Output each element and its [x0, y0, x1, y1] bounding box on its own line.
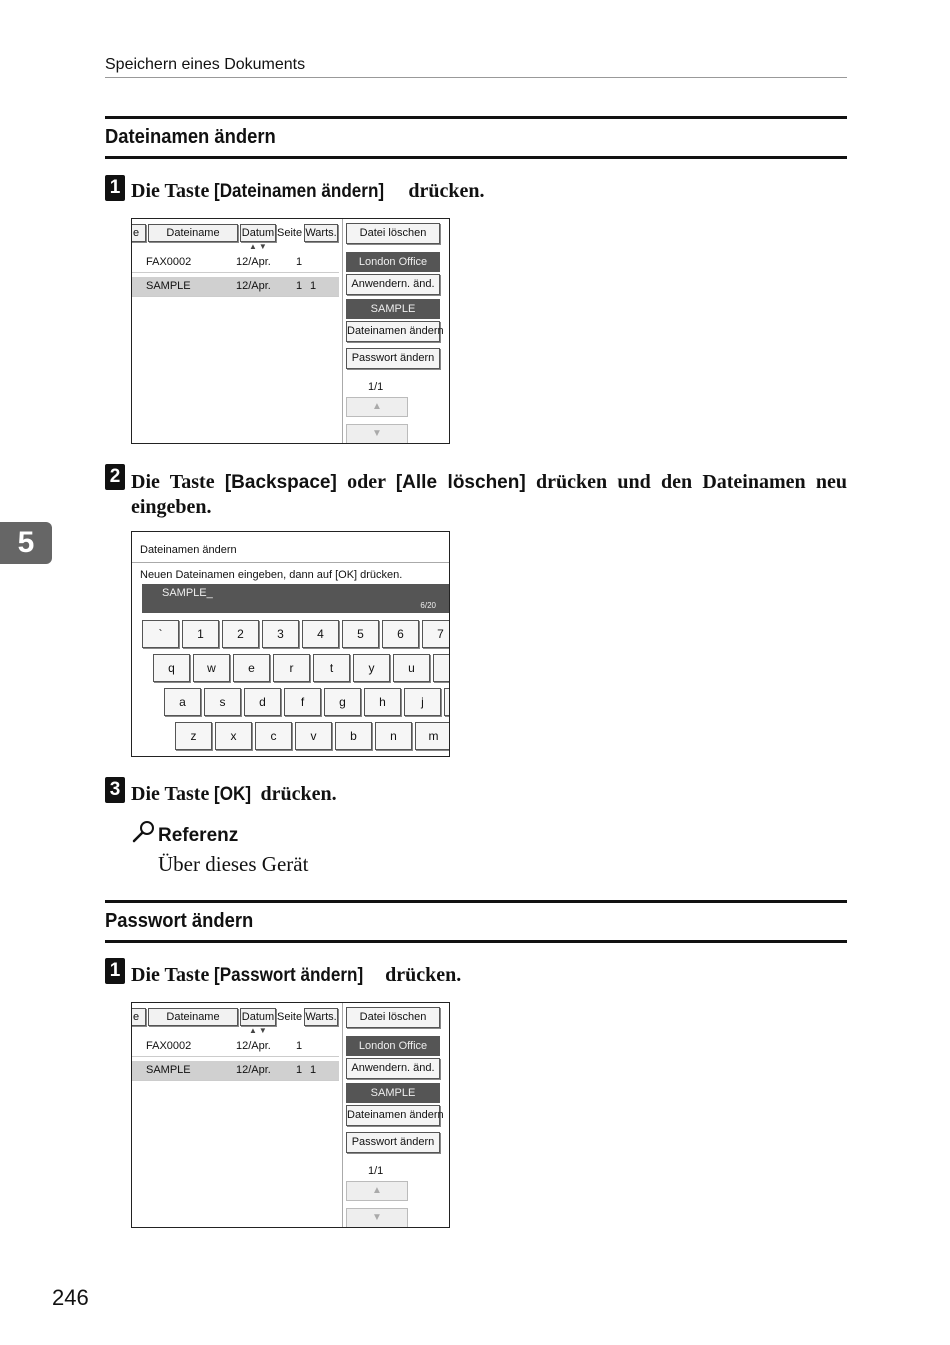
chapter-tab: 5 — [0, 522, 52, 564]
key[interactable]: 7 — [422, 620, 450, 648]
key[interactable]: n — [375, 722, 412, 750]
key[interactable]: g — [324, 688, 361, 716]
step-text-post: drücken und den Dateinamen neu eingeben. — [131, 471, 848, 518]
key[interactable]: 2 — [222, 620, 259, 648]
filename-input-value: SAMPLE_ — [162, 587, 213, 599]
section-title-rename: Dateinamen ändern — [105, 126, 276, 148]
key[interactable]: r — [273, 654, 310, 682]
scroll-down-button[interactable] — [346, 1208, 408, 1228]
document-list-panel — [132, 219, 343, 443]
section-rule-top — [105, 900, 847, 903]
row-date: 12/Apr. — [236, 1040, 271, 1052]
change-user-button[interactable]: Anwendern. änd. — [346, 274, 440, 295]
delete-file-button[interactable]: Datei löschen — [346, 223, 440, 244]
key[interactable]: s — [204, 688, 241, 716]
row-waiting: 1 — [310, 280, 317, 292]
key-name: [OK] — [214, 784, 252, 805]
key[interactable]: t — [313, 654, 350, 682]
row-filename: FAX0002 — [146, 256, 192, 268]
key-name: [Backspace] — [224, 472, 337, 493]
rename-file-button[interactable]: Dateinamen ändern — [346, 321, 440, 342]
change-password-button[interactable]: Passwort ändern — [346, 1132, 440, 1153]
row-filename: SAMPLE — [146, 1064, 191, 1076]
step-text-pre: Die Taste — [131, 471, 225, 493]
rename-keyboard-screen — [131, 531, 450, 757]
row-filename: FAX0002 — [146, 1040, 192, 1052]
step-badge: 3 — [105, 777, 125, 803]
column-header-date[interactable]: Datum — [240, 224, 276, 242]
file-name-label: SAMPLE — [346, 1083, 440, 1103]
column-header-partial[interactable]: e — [131, 1008, 146, 1026]
sort-arrows-icon: ▲▼ — [249, 1026, 269, 1035]
key[interactable]: w — [193, 654, 230, 682]
row-waiting: 1 — [310, 1064, 317, 1076]
row-pages: 1 — [296, 256, 303, 268]
key[interactable]: h — [364, 688, 401, 716]
column-header-filename[interactable]: Dateiname — [148, 224, 238, 242]
triangle-down-icon: ▼ — [372, 428, 382, 439]
delete-file-button[interactable]: Datei löschen — [346, 1007, 440, 1028]
triangle-down-icon: ▼ — [372, 1212, 382, 1223]
key[interactable]: f — [284, 688, 321, 716]
step-instruction — [131, 470, 847, 519]
dialog-instruction: Neuen Dateinamen eingeben, dann auf [OK] drücken. — [140, 569, 403, 581]
key[interactable]: v — [295, 722, 332, 750]
step-badge: 1 — [105, 175, 125, 201]
column-header-waiting[interactable]: Warts. — [304, 224, 338, 242]
row-date: 12/Apr. — [236, 256, 271, 268]
document-list-panel — [132, 1003, 343, 1227]
step-instruction — [131, 964, 461, 987]
row-date: 12/Apr. — [236, 280, 271, 292]
change-password-button[interactable]: Passwort ändern — [346, 348, 440, 369]
page-indicator: 1/1 — [368, 1165, 384, 1177]
row-pages: 1 — [296, 280, 303, 292]
step-text-mid: oder — [336, 471, 396, 493]
reference-title: Referenz — [158, 825, 239, 846]
key[interactable]: 3 — [262, 620, 299, 648]
column-header-page: Seite — [277, 227, 303, 239]
file-name-label: SAMPLE — [346, 299, 440, 319]
key[interactable]: y — [353, 654, 390, 682]
magnifier-icon — [131, 820, 157, 844]
running-header: Speichern eines Dokuments — [105, 56, 306, 73]
user-name-label: London Office — [346, 1036, 440, 1056]
step-text-post: drücken. — [403, 180, 485, 202]
key[interactable]: z — [175, 722, 212, 750]
row-pages: 1 — [296, 1064, 303, 1076]
key-name: [Alle löschen] — [395, 472, 526, 493]
key[interactable]: 6 — [382, 620, 419, 648]
rename-file-button[interactable]: Dateinamen ändern — [346, 1105, 440, 1126]
triangle-up-icon: ▲ — [372, 1185, 382, 1196]
step-text-pre: Die Taste — [131, 180, 215, 202]
step-text-pre: Die Taste — [131, 783, 215, 805]
triangle-up-icon: ▲ — [372, 401, 382, 412]
header-rule — [105, 77, 847, 78]
key[interactable]: j — [404, 688, 441, 716]
dialog-title: Dateinamen ändern — [140, 544, 237, 556]
row-pages: 1 — [296, 1040, 303, 1052]
step-text-post: drücken. — [380, 964, 462, 986]
step-text-pre: Die Taste — [131, 964, 215, 986]
row-date: 12/Apr. — [236, 1064, 271, 1076]
key[interactable]: m — [415, 722, 450, 750]
section-rule-bottom — [105, 940, 847, 943]
scroll-up-button[interactable] — [346, 1181, 408, 1201]
change-user-button[interactable]: Anwendern. änd. — [346, 1058, 440, 1079]
step-instruction — [131, 783, 337, 806]
step-text-post: drücken. — [255, 783, 337, 805]
key-name: [Passwort ändern] — [214, 965, 364, 986]
key[interactable] — [444, 688, 450, 716]
key[interactable] — [433, 654, 450, 682]
row-filename: SAMPLE — [146, 280, 191, 292]
dialog-title-rule — [132, 562, 450, 563]
filename-input[interactable] — [142, 584, 450, 613]
sort-arrows-icon: ▲▼ — [249, 242, 269, 251]
step-badge: 1 — [105, 958, 125, 984]
key[interactable]: q — [153, 654, 190, 682]
document-list-screen — [131, 218, 450, 444]
key[interactable]: 1 — [182, 620, 219, 648]
page-indicator: 1/1 — [368, 381, 384, 393]
table-row[interactable] — [132, 1037, 339, 1057]
scroll-down-button[interactable] — [346, 424, 408, 444]
reference-text: Über dieses Gerät — [158, 852, 309, 876]
column-header-page: Seite — [277, 1011, 303, 1023]
key[interactable]: a — [164, 688, 201, 716]
section-title-password: Passwort ändern — [105, 910, 254, 932]
column-header-date[interactable]: Datum — [240, 1008, 276, 1026]
column-header-partial[interactable]: e — [131, 224, 146, 242]
key[interactable]: 4 — [302, 620, 339, 648]
page-number: 246 — [52, 1285, 89, 1310]
column-header-filename[interactable]: Dateiname — [148, 1008, 238, 1026]
section-rule-bottom — [105, 156, 847, 159]
key[interactable]: x — [215, 722, 252, 750]
key[interactable]: c — [255, 722, 292, 750]
document-list-screen — [131, 1002, 450, 1228]
table-row-selected[interactable] — [132, 277, 339, 297]
scroll-up-button[interactable] — [346, 397, 408, 417]
character-counter: 6/20 — [420, 601, 436, 610]
user-name-label: London Office — [346, 252, 440, 272]
column-header-waiting[interactable]: Warts. — [304, 1008, 338, 1026]
key[interactable]: d — [244, 688, 281, 716]
table-row[interactable] — [132, 253, 339, 273]
key[interactable]: e — [233, 654, 270, 682]
key[interactable]: b — [335, 722, 372, 750]
step-badge: 2 — [105, 464, 125, 490]
table-row-selected[interactable] — [132, 1061, 339, 1081]
key[interactable]: ` — [142, 620, 179, 648]
section-rule-top — [105, 116, 847, 119]
key[interactable]: u — [393, 654, 430, 682]
key-name: [Dateinamen ändern] — [214, 181, 385, 202]
step-instruction — [131, 180, 484, 203]
key[interactable]: 5 — [342, 620, 379, 648]
